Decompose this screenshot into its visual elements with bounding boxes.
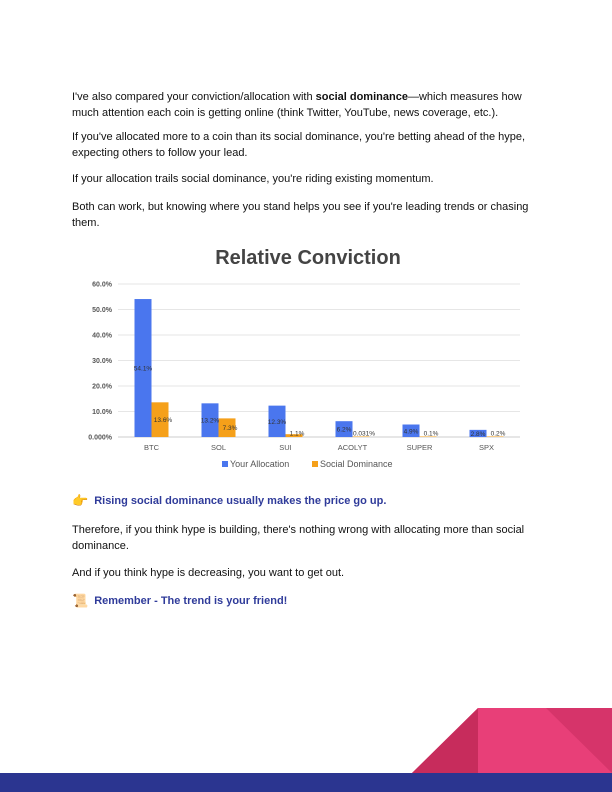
remember-callout xyxy=(72,594,287,607)
chart-bars xyxy=(135,299,504,437)
hype-decreasing-paragraph: And if you think hype is decreasing, you want to get out. xyxy=(72,567,345,579)
data-label: 4.9% xyxy=(403,428,419,436)
data-label: 54.1% xyxy=(133,365,153,373)
remember-text: Remember - The trend is your friend! xyxy=(94,594,288,607)
legend-label: Your Allocation xyxy=(230,459,290,469)
x-tick-label: SUI xyxy=(279,443,292,452)
footer-bar xyxy=(0,773,612,792)
x-tick-label: SOL xyxy=(210,443,227,452)
data-label: 13.2% xyxy=(200,417,220,425)
x-tick-label: ACOLYT xyxy=(337,443,368,452)
footer-decoration xyxy=(412,708,612,778)
legend-swatch xyxy=(222,461,228,467)
social-dominance-term: social dominance xyxy=(315,91,408,103)
data-label: 0.2% xyxy=(490,430,506,438)
data-label: 2.8% xyxy=(470,430,486,438)
y-tick-label: 20.0% xyxy=(92,383,112,391)
intro-text-end: —which measures how much attention each coin is getting online (think Twitter, YouTube, news coverage, etc.). xyxy=(72,91,522,119)
ahead-of-hype-paragraph: If you've allocated more to a coin than its social dominance, you're betting ahead of the hype, expecting others to follow your lead. xyxy=(72,131,526,159)
data-label: 13.6% xyxy=(153,417,173,425)
chart-data-labels xyxy=(134,366,506,438)
data-label: 7.3% xyxy=(222,425,238,433)
intro-paragraph xyxy=(72,90,542,121)
y-tick-label: 50.0% xyxy=(92,307,112,314)
data-label: 12.3% xyxy=(267,418,287,426)
data-label: 1.1% xyxy=(289,430,305,438)
x-tick-label: BTC xyxy=(144,443,159,452)
y-tick-label: 40.0% xyxy=(92,332,112,340)
rising-dominance-callout xyxy=(72,494,386,507)
rising-dominance-text: Rising social dominance usually makes the price go up. xyxy=(94,494,387,507)
trailing-paragraph: If your allocation trails social dominance, you're riding existing momentum. xyxy=(72,173,434,185)
y-tick-label: 10.0% xyxy=(92,409,112,416)
x-tick-label: SUPER xyxy=(406,443,433,452)
pointing-hand-icon: 👉 xyxy=(72,493,89,508)
scroll-icon: 📜 xyxy=(72,593,89,608)
relative-conviction-chart xyxy=(72,240,542,480)
footer-crimson-triangle xyxy=(412,708,478,773)
y-tick-label: 30.0% xyxy=(92,358,112,365)
data-label: 6.2% xyxy=(336,426,352,434)
data-label: 0.031% xyxy=(352,430,376,438)
both-can-work-paragraph: Both can work, but knowing where you stand helps you see if you're leading trends or chasing them. xyxy=(72,201,529,229)
y-tick-label: 0.000% xyxy=(88,434,112,442)
x-tick-label: SPX xyxy=(478,443,495,452)
data-label: 0.1% xyxy=(423,430,439,438)
chart-title: Relative Conviction xyxy=(215,247,401,269)
legend-label: Social Dominance xyxy=(320,459,393,469)
hype-building-paragraph: Therefore, if you think hype is building, there's nothing wrong with allocating more than social dominance. xyxy=(72,524,525,552)
y-tick-label: 60.0% xyxy=(92,281,112,289)
legend-swatch xyxy=(312,461,318,467)
intro-text-start: I've also compared your conviction/allocation with xyxy=(72,91,316,103)
chart-legend xyxy=(222,459,393,469)
chart-grid xyxy=(118,284,520,437)
